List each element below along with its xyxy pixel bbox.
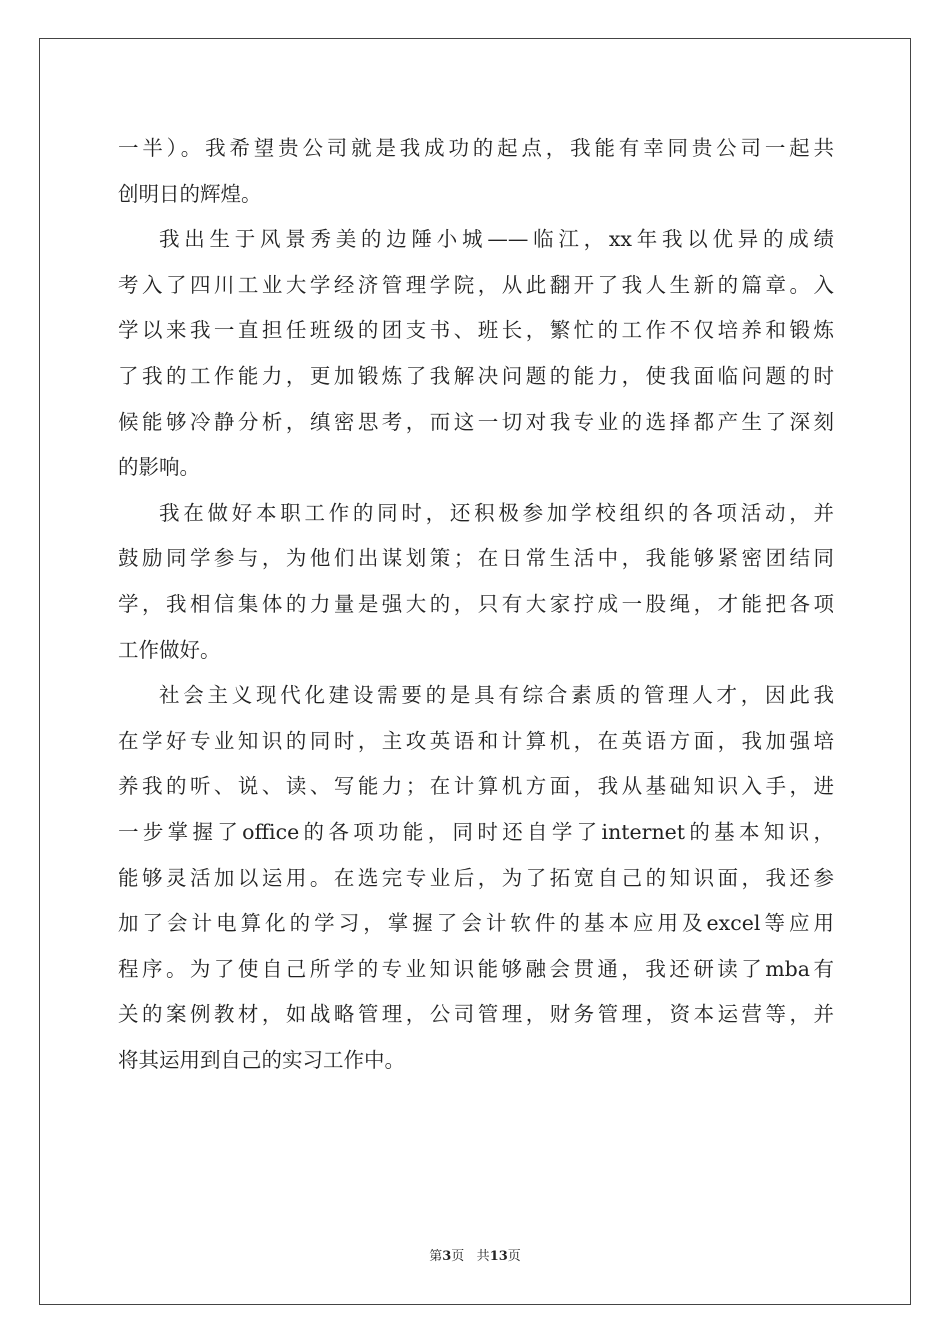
text-line: 工作做好。 (118, 637, 221, 662)
total-suffix: 页 (507, 1249, 521, 1264)
text-line: 关的案例教材，如战略管理，公司管理，财务管理，资本运营等，并 (118, 1002, 834, 1027)
text-line: 能够灵活加以运用。在选完专业后，为了拓宽自己的知识面，我还参 (118, 865, 834, 890)
page-number: 3 (442, 1249, 452, 1264)
text-line: 在学好专业知识的同时，主攻英语和计算机，在英语方面，我加强培 (118, 728, 834, 753)
text-line: 将其运用到自己的实习工作中。 (118, 1047, 405, 1072)
text-line: 一半）。我希望贵公司就是我成功的起点，我能有幸同贵公司一起共 (118, 136, 834, 160)
document-body (118, 126, 834, 1083)
text-line: 创明日的辉煌。 (118, 181, 262, 206)
text-line: 学以来我一直担任班级的团支书、班长，繁忙的工作不仅培养和锻炼 (118, 318, 834, 343)
text-line: 社会主义现代化建设需要的是具有综合素质的管理人才，因此我 (159, 683, 834, 708)
page-footer (0, 1245, 950, 1264)
text-line: 的影响。 (118, 455, 200, 480)
total-prefix: 共 (476, 1249, 490, 1264)
text-line: 鼓励同学参与，为他们出谋划策；在日常生活中，我能够紧密团结同 (118, 546, 834, 571)
text-line: 程序。为了使自己所学的专业知识能够融会贯通，我还研读了mba有 (118, 956, 834, 981)
text-line: 学，我相信集体的力量是强大的，只有大家拧成一股绳，才能把各项 (118, 591, 834, 616)
page-suffix: 页 (451, 1249, 465, 1264)
text-line: 候能够冷静分析，缜密思考，而这一切对我专业的选择都产生了深刻 (118, 409, 834, 434)
text-line: 一步掌握了office的各项功能，同时还自学了internet的基本知识， (118, 819, 834, 844)
text-line: 我出生于风景秀美的边陲小城——临江，xx年我以优异的成绩 (159, 227, 834, 252)
total-pages: 13 (489, 1249, 508, 1264)
text-line: 考入了四川工业大学经济管理学院，从此翻开了我人生新的篇章。入 (118, 272, 834, 297)
page-prefix: 第 (429, 1249, 443, 1264)
text-line: 我在做好本职工作的同时，还积极参加学校组织的各项活动，并 (159, 500, 834, 525)
text-line: 加了会计电算化的学习，掌握了会计软件的基本应用及excel等应用 (118, 911, 834, 936)
text-line: 养我的听、说、读、写能力；在计算机方面，我从基础知识入手，进 (118, 774, 834, 799)
text-line: 了我的工作能力，更加锻炼了我解决问题的能力，使我面临问题的时 (118, 363, 834, 388)
